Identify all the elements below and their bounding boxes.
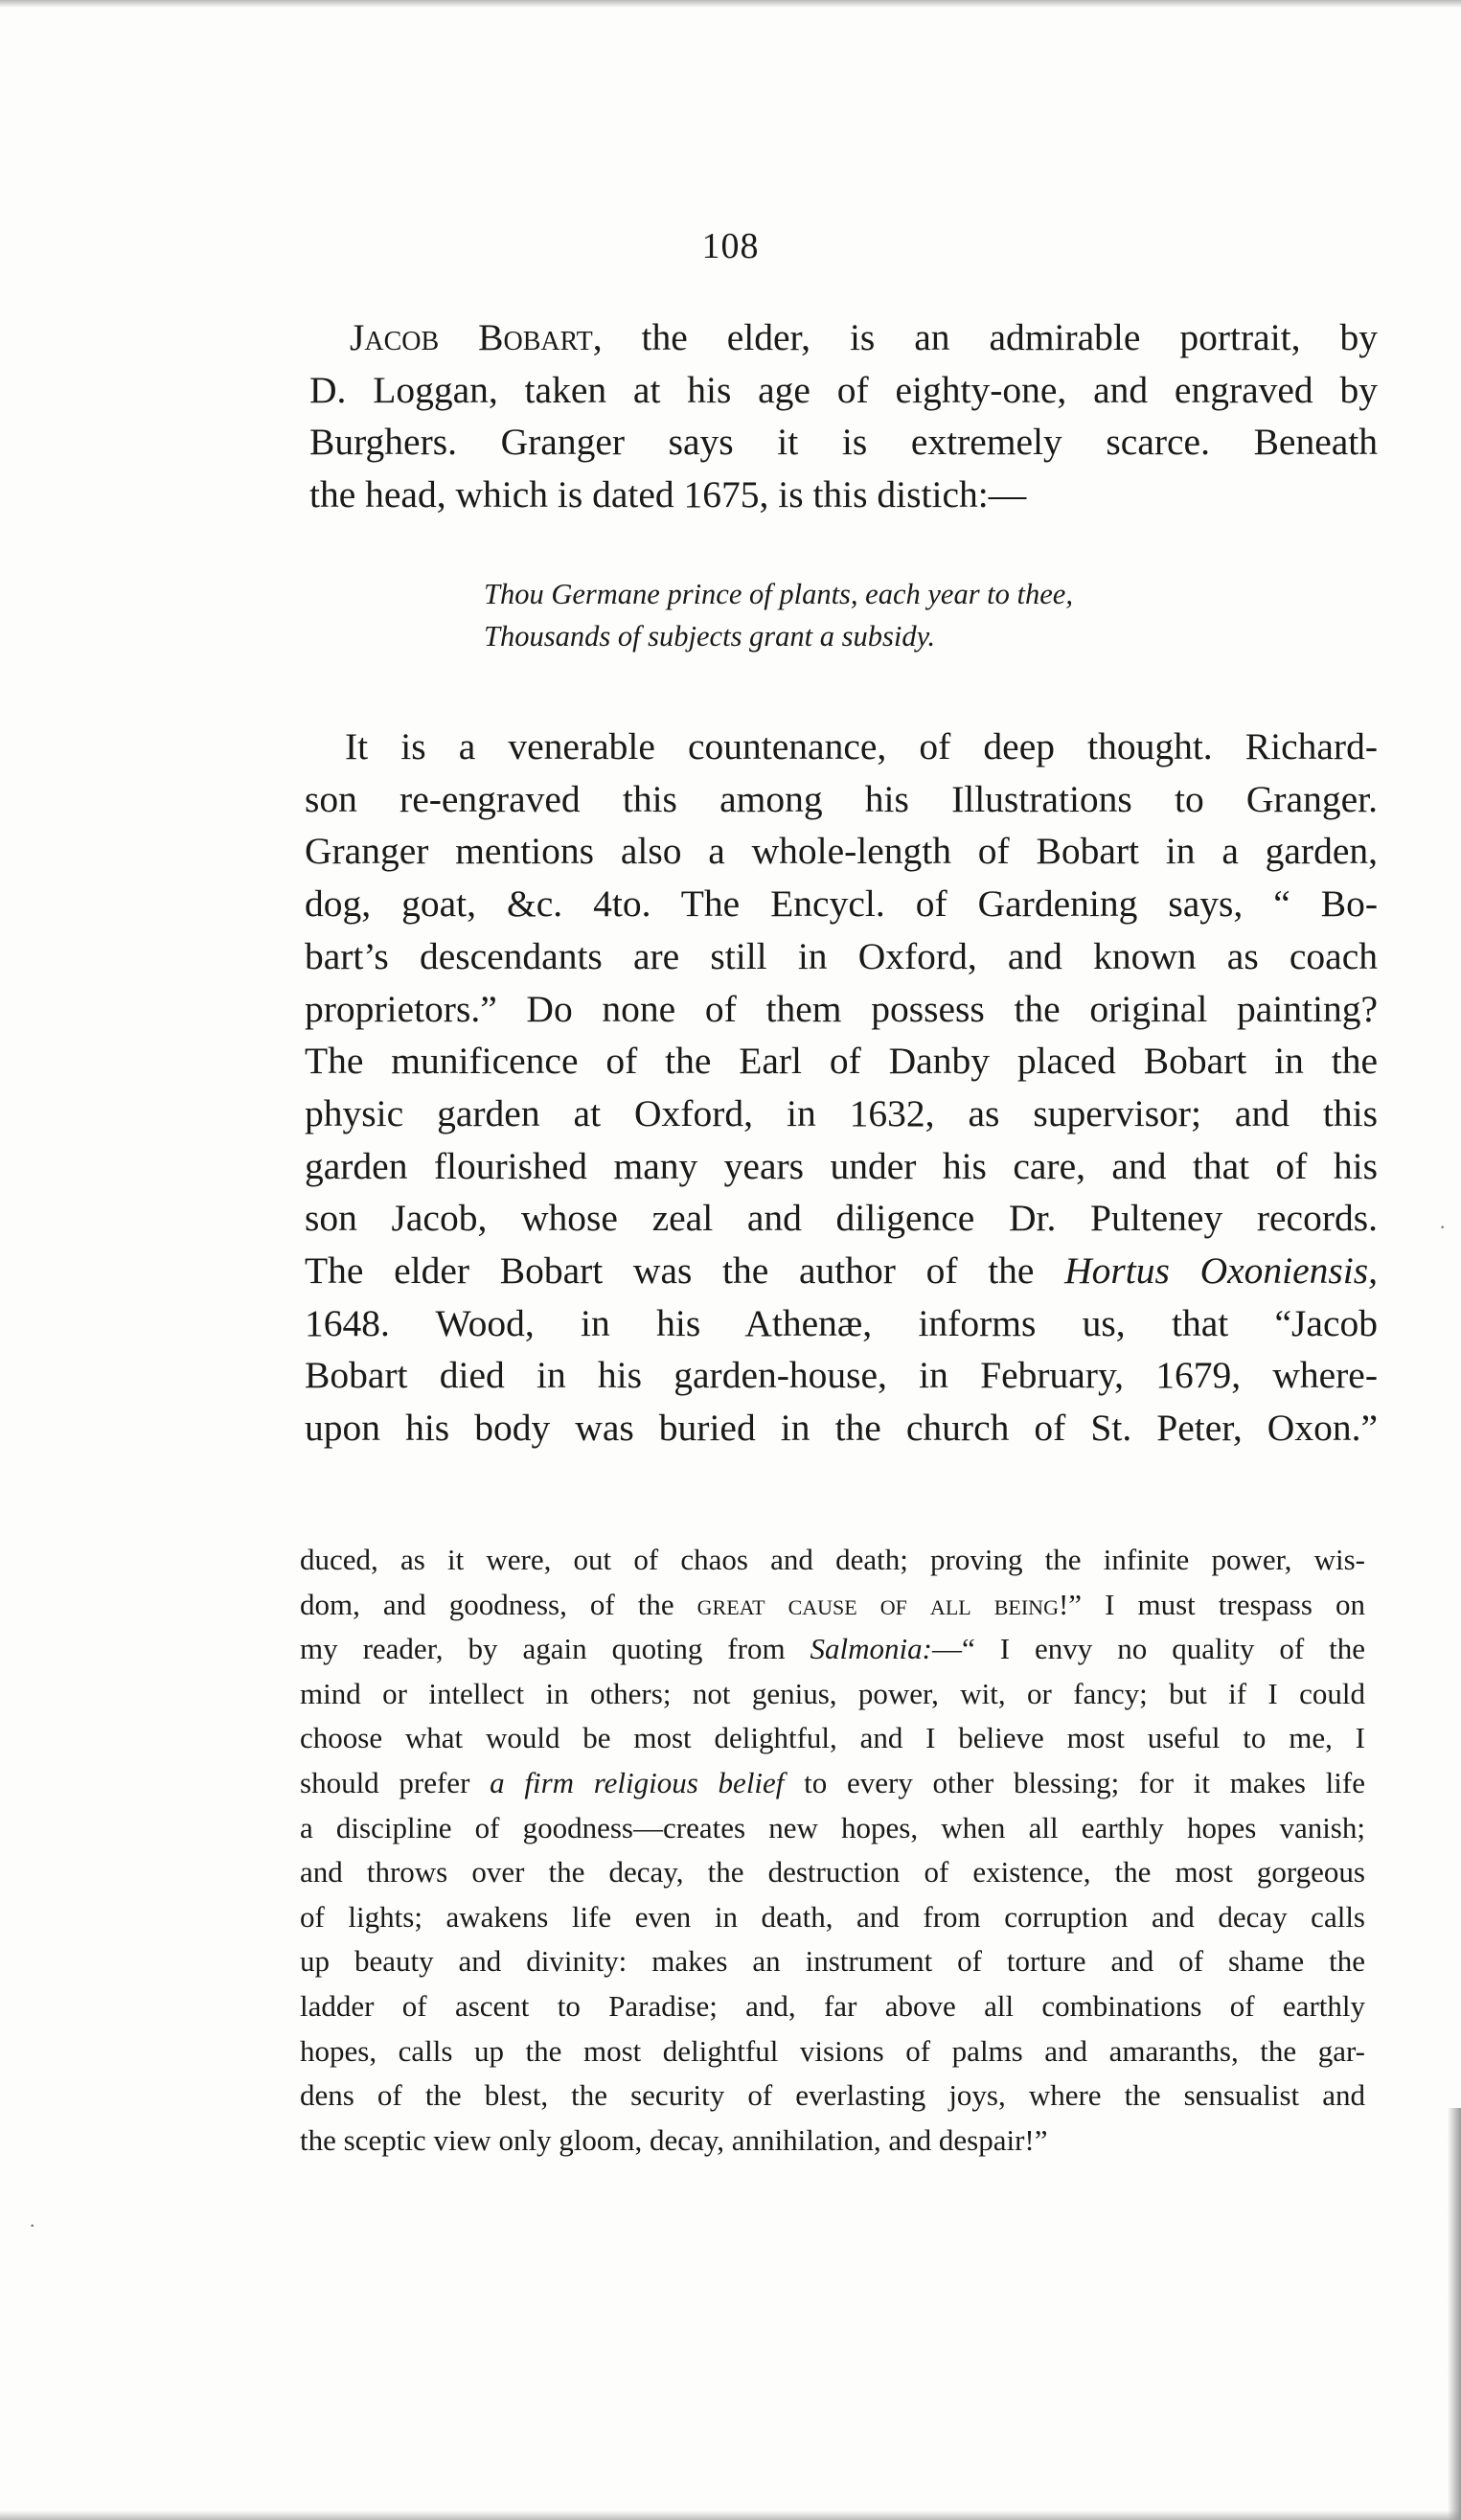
text-line: son Jacob, whose zeal and diligence Dr. Pulteney records. (305, 1197, 1378, 1240)
text-line: garden flourished many years under his care, and that of his (305, 1144, 1378, 1187)
paragraph-countenance (305, 721, 1378, 1455)
scan-speck: · (1439, 1215, 1447, 1239)
footnote-continuation (300, 1538, 1365, 2163)
page-bottom-edge (0, 2510, 1461, 2520)
footnote-line (300, 1627, 1365, 1672)
footnote-line: choose what would be most delightful, and I believe most useful to me, I (300, 1721, 1365, 1755)
text-line: proprietors.” Do none of them possess the original painting? (305, 987, 1378, 1030)
subject-name: Jacob Bobart (350, 316, 593, 358)
text-line: upon his body was buried in the church of St. Peter, Oxon.” (305, 1407, 1378, 1450)
verse-line: Thousands of subjects grant a subsidy. (484, 620, 936, 653)
text-fragment: —“ I envy no quality of the (931, 1632, 1365, 1666)
text-fragment: should prefer (300, 1765, 491, 1799)
footnote-line: of lights; awakens life even in death, and from corruption and decay calls (300, 1899, 1365, 1934)
text-line: Bobart died in his garden-house, in February, 1679, where- (305, 1354, 1378, 1397)
footnote-line: duced, as it were, out of chaos and death; proving the infinite power, wis- (300, 1543, 1365, 1576)
book-title: Hortus Oxoniensis, (1064, 1249, 1378, 1293)
text-line: Burghers. Granger says it is extremely scarce. Beneath (309, 421, 1378, 464)
text-line: bart’s descendants are still in Oxford, and known as coach (305, 934, 1378, 977)
footnote-line: hopes, calls up the most delightful visions of palms and amaranths, the gar- (300, 2033, 1365, 2068)
footnote-line: ladder of ascent to Paradise; and, far above all combinations of earthly (300, 1988, 1365, 2023)
footnote-line: up beauty and divinity: makes an instrument of torture and of shame the (300, 1944, 1365, 1979)
small-caps-phrase: great cause of all being (696, 1587, 1059, 1621)
text-fragment: !” I must trespass on (1058, 1587, 1365, 1621)
page-right-edge (1448, 2108, 1461, 2520)
text-line: D. Loggan, taken at his age of eighty-one, and engraved by (309, 368, 1378, 411)
footnote-line: mind or intellect in others; not genius, power, wit, or fancy; but if I could (300, 1676, 1365, 1710)
scan-speck: · (29, 2213, 36, 2237)
distich (484, 573, 1073, 657)
text-line: son re-engraved this among his Illustrations to Granger. (305, 777, 1378, 820)
footnote-line (300, 1761, 1365, 1806)
text-line: It is a venerable countenance, of deep thought. Richard- (345, 725, 1378, 767)
text-fragment: dom, and goodness, of the (300, 1587, 697, 1621)
text-line: physic garden at Oxford, in 1632, as supervisor; and this (305, 1091, 1378, 1134)
page-number: 108 (701, 226, 760, 266)
text-fragment: my reader, by again quoting from (300, 1632, 810, 1666)
footnote-line (300, 1583, 1365, 1628)
text-fragment: , the elder, is an admirable portrait, by (592, 316, 1378, 358)
text-line: dog, goat, &c. 4to. The Encycl. of Gardening says, “ Bo- (305, 882, 1378, 926)
text-line (309, 311, 1378, 364)
text-fragment: to every other blessing; for it makes life (784, 1765, 1365, 1799)
footnote-line: the sceptic view only gloom, decay, annihilation, and despair!” (300, 2122, 1048, 2157)
text-line (305, 1245, 1378, 1297)
text-fragment: The elder Bobart was the author of the (305, 1249, 1065, 1293)
paragraph-portrait (309, 311, 1378, 520)
emphasis-phrase: a firm religious belief (490, 1765, 785, 1799)
footnote-line: a discipline of goodness—creates new hopes, when all earthly hopes vanish; (300, 1810, 1365, 1844)
footnote-line: dens of the blest, the security of everlasting joys, where the sensualist and (300, 2078, 1365, 2113)
verse-line: Thou Germane prince of plants, each year to thee, (484, 578, 1073, 610)
page-top-edge (0, 0, 1461, 8)
text-line: the head, which is dated 1675, is this distich:— (309, 472, 1027, 515)
footnote-line: and throws over the decay, the destruction of existence, the most gorgeous (300, 1855, 1365, 1890)
text-line: The munificence of the Earl of Danby placed Bobart in the (305, 1040, 1378, 1083)
text-line: 1648. Wood, in his Athenæ, informs us, that “Jacob (305, 1301, 1378, 1344)
book-title: Salmonia: (810, 1632, 932, 1666)
text-line: Granger mentions also a whole-length of Bobart in a garden, (305, 830, 1378, 873)
